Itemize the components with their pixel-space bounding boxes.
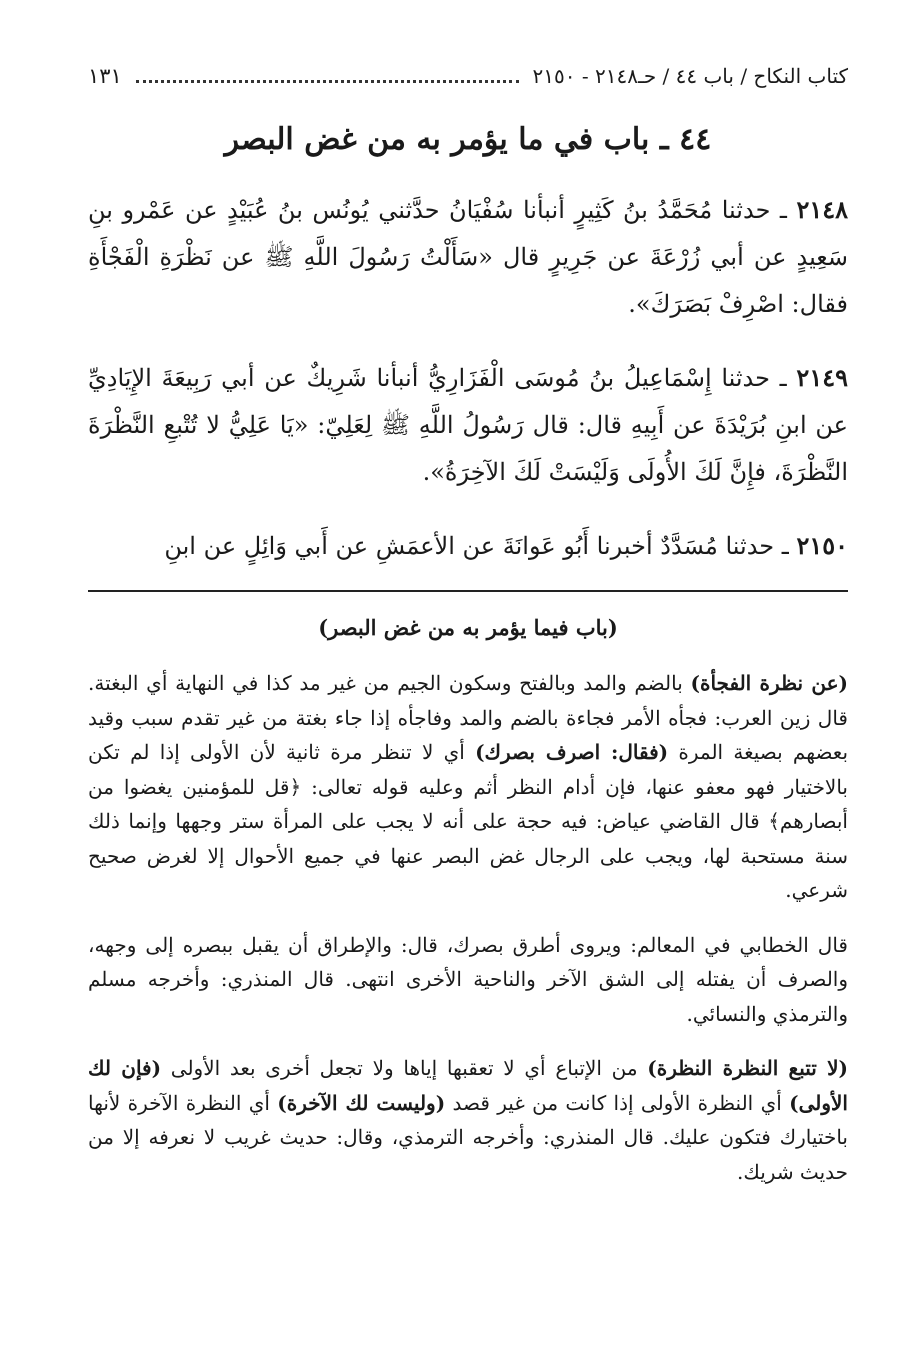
commentary-keyword: (لا تتبع النظرة النظرة) [647,1056,849,1080]
header-dot-leader [136,80,519,83]
hadith-text-section [88,186,848,596]
chapter-title: ٤٤ ـ باب في ما يؤمر به من غض البصر [224,122,712,157]
hadith-number: ٢١٤٨ [796,195,848,224]
commentary-text: أي النظرة الأولى إذا كانت من غير قصد [445,1090,790,1115]
running-header [88,58,848,94]
commentary-section [88,610,848,1209]
hadith-2148 [88,186,848,328]
commentary-text: من الإتباع أي لا تعقبها إياها ولا تجعل أخرى بعد الأولى [161,1056,648,1080]
hadith-body: ـ حدثنا إِسْمَاعِيلُ بنُ مُوسَى الْفَزَارِيُّ أنبأنا شَرِيكٌ عن أبي رَبِيعَةَ الإِيَادِيِّ عن ابنِ بُرَيْدَةَ عن أَبِيهِ قال: قال رَسُولُ اللَّهِ ﷺ لِعَلِيّ: «يَا عَلِيُّ لا تُتْبعِ النَّظْرَةَ النَّظْرَةَ، فإِنَّ لَكَ الأُولَى وَلَيْسَتْ لَكَ الآخِرَةُ». [88,364,848,486]
commentary-keyword: (عن نظرة الفجأة) [690,671,848,695]
page-number: ١٣١ [88,64,122,88]
hadith-body: ـ حدثنا مُحَمَّدُ بنُ كَثِيرٍ أنبأنا سُفْيَانُ حدَّثني يُونُس بنُ عُبَيْدٍ عن عَمْرو بنِ سَعِيدٍ عن أبي زُرْعَةَ عن جَرِيرٍ قال «سَأَلْتُ رَسُولَ اللَّهِ ﷺ عن نَظْرَةِ الْفَجْأَةِ فقال: اصْرِفْ بَصَرَكَ». [88,196,848,318]
commentary-keyword: (وليست لك الآخرة) [277,1090,446,1115]
commentary-text: بالضم والمد وبالفتح وسكون الجيم من غير مد كذا في النهاية أي البغتة. قال زين العرب: فجأه الأمر فجاءة بالضم والمد وفاجأه إذا جاء بغتة من غير تقدم سبب وقيد بعضهم بصيغة المرة [88,671,849,764]
commentary-text: أي لا تنظر مرة ثانية لأن الأولى إذا لم تكن بالاختيار فهو معفو عنها، فإن أدام النظر أثم وعليه قوله تعالى: ﴿قل للمؤمنين يغضوا من أبصارهم﴾ قال القاضي عياض: فيه حجة على أنه لا يجب على المرأة ستر وجهها وإنما ذلك سنة مستحبة لها، ويجب على الرجال غض البصر عنها في جميع الأحوال إلا لغرض صحيح شرعي. [88,740,848,902]
hadith-number: ٢١٤٩ [796,363,848,392]
commentary-keyword: (فإن لك الأولى) [88,1056,848,1115]
hadith-2150 [88,522,848,570]
commentary-text: أي النظرة الآخرة لأنها باختيارك فتكون عليك. قال المنذري: وأخرجه الترمذي، وقال: حديث غريب لا نعرفه إلا من حديث شريك. [88,1090,848,1184]
hadith-2149 [88,354,848,496]
hadith-number: ٢١٥٠ [796,531,848,560]
hadith-body: ـ حدثنا مُسَدَّدٌ أخبرنا أَبُو عَوانَةَ عن الأعمَشِ عن أَبي وَائِلٍ عن ابنِ [164,532,789,560]
commentary-paragraph-2: قال الخطابي في المعالم: ويروى أطرق بصرك، قال: والإطراق أن يقبل ببصره إلى وجهه، والصرف أن يفتله إلى الشق الآخر والناحية الأخرى انتهى. قال المنذري: وأخرجه مسلم والترمذي والنسائي. [88,932,848,1026]
commentary-title: (باب فيما يؤمر به من غض البصر) [318,615,618,640]
header-book-reference: كتاب النكاح / باب ٤٤ / حـ٢١٤٨ - ٢١٥٠ [532,64,848,88]
commentary-paragraph-1 [88,666,848,908]
footnote-divider [88,590,848,592]
commentary-paragraph-3 [88,1051,848,1189]
commentary-keyword: (فقال: اصرف بصرك) [475,740,669,764]
